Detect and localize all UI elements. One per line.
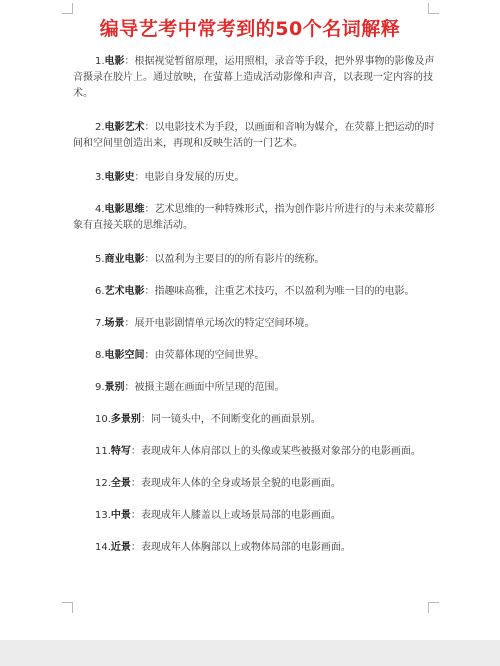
- glossary-entry: [73, 540, 435, 556]
- entry-term: 场景: [104, 318, 125, 329]
- entry-term: 近景: [110, 542, 131, 553]
- glossary-entry: [73, 170, 435, 186]
- entry-separator: ：: [130, 446, 141, 457]
- entry-definition: 表现成年人膝盖以上或场景局部的电影画面。: [140, 510, 341, 521]
- glossary-list: [73, 54, 435, 572]
- entry-term: 电影空间: [104, 350, 145, 361]
- entry-definition: 同一镜头中，不间断变化的画面景别。: [150, 414, 321, 425]
- entry-term: 多景别: [110, 414, 141, 425]
- glossary-entry: [73, 120, 435, 152]
- entry-separator: ：: [144, 350, 155, 361]
- entry-number: 7.: [95, 318, 105, 329]
- glossary-entry: [73, 252, 435, 268]
- glossary-entry: [73, 380, 435, 396]
- entry-number: 2.: [95, 122, 105, 133]
- glossary-entry: [73, 476, 435, 492]
- entry-separator: ：: [124, 318, 135, 329]
- entry-term: 电影史: [104, 172, 135, 183]
- crop-mark-top-right: [428, 3, 439, 14]
- entry-definition: 表现成年人体肩部以上的头像或某些被摄对象部分的电影画面。: [140, 446, 421, 457]
- entry-number: 8.: [95, 350, 105, 361]
- entry-definition: 以电影技术为手段，以画面和音响为媒介，在荧幕上把运动的时间和空间里创造出来，再现和反映生活的一门艺术。: [73, 122, 435, 149]
- entry-separator: ：: [144, 254, 155, 265]
- entry-number: 4.: [95, 204, 105, 215]
- glossary-entry: [73, 444, 435, 460]
- glossary-entry: [73, 284, 435, 300]
- glossary-entry: [73, 348, 435, 364]
- entry-number: 11.: [95, 446, 111, 457]
- entry-number: 10.: [95, 414, 111, 425]
- entry-number: 1.: [95, 56, 105, 67]
- entry-definition: 指趣味高雅，注重艺术技巧，不以盈利为唯一目的的电影。: [154, 286, 415, 297]
- glossary-entry: [73, 412, 435, 428]
- entry-definition: 电影自身发展的历史。: [144, 172, 245, 183]
- entry-number: 5.: [95, 254, 105, 265]
- glossary-entry: [73, 316, 435, 332]
- entry-definition: 被摄主题在画面中所呈现的范围。: [134, 382, 285, 393]
- entry-term: 电影思维: [104, 204, 145, 215]
- entry-separator: ：: [140, 414, 151, 425]
- entry-term: 景别: [104, 382, 125, 393]
- entry-definition: 展开电影剧情单元场次的特定空间环境。: [134, 318, 315, 329]
- entry-separator: ：: [124, 382, 135, 393]
- entry-separator: ：: [130, 478, 141, 489]
- entry-number: 9.: [95, 382, 105, 393]
- entry-term: 中景: [110, 510, 131, 521]
- entry-number: 12.: [95, 478, 111, 489]
- glossary-entry: [73, 508, 435, 524]
- entry-definition: 表现成年人体的全身或场景全貌的电影画面。: [140, 478, 341, 489]
- entry-definition: 根据视觉暂留原理，运用照相，录音等手段，把外界事物的影像及声音摄录在胶片上。通过放映，在萤幕上造成活动影像和声音，以表现一定内容的技术。: [73, 56, 435, 99]
- entry-definition: 以盈利为主要目的的所有影片的统称。: [154, 254, 325, 265]
- entry-definition: 由荧幕体现的空间世界。: [154, 350, 265, 361]
- entry-separator: ：: [130, 542, 141, 553]
- entry-definition: 表现成年人体胸部以上或物体局部的电影画面。: [140, 542, 351, 553]
- entry-number: 14.: [95, 542, 111, 553]
- entry-number: 6.: [95, 286, 105, 297]
- entry-term: 商业电影: [104, 254, 145, 265]
- glossary-entry: [73, 54, 435, 102]
- entry-separator: ：: [144, 204, 155, 215]
- page-title: 编导艺考中常考到的50个名词解释: [99, 18, 401, 40]
- entry-term: 电影艺术: [104, 122, 145, 133]
- entry-separator: ：: [134, 172, 145, 183]
- entry-number: 13.: [95, 510, 111, 521]
- entry-definition: 艺术思维的一种特殊形式，指为创作影片所进行的与未来荧幕形象有直接关联的思维活动。: [73, 204, 435, 231]
- entry-term: 电影: [104, 56, 125, 67]
- crop-mark-top-left: [62, 3, 73, 14]
- glossary-entry: [73, 202, 435, 234]
- entry-term: 全景: [110, 478, 131, 489]
- entry-number: 3.: [95, 172, 105, 183]
- entry-separator: ：: [144, 122, 155, 133]
- crop-mark-bottom-right: [428, 602, 439, 613]
- crop-mark-bottom-left: [62, 602, 73, 613]
- entry-term: 特写: [110, 446, 131, 457]
- entry-separator: ：: [124, 56, 135, 67]
- entry-term: 艺术电影: [104, 286, 145, 297]
- entry-separator: ：: [130, 510, 141, 521]
- entry-separator: ：: [144, 286, 155, 297]
